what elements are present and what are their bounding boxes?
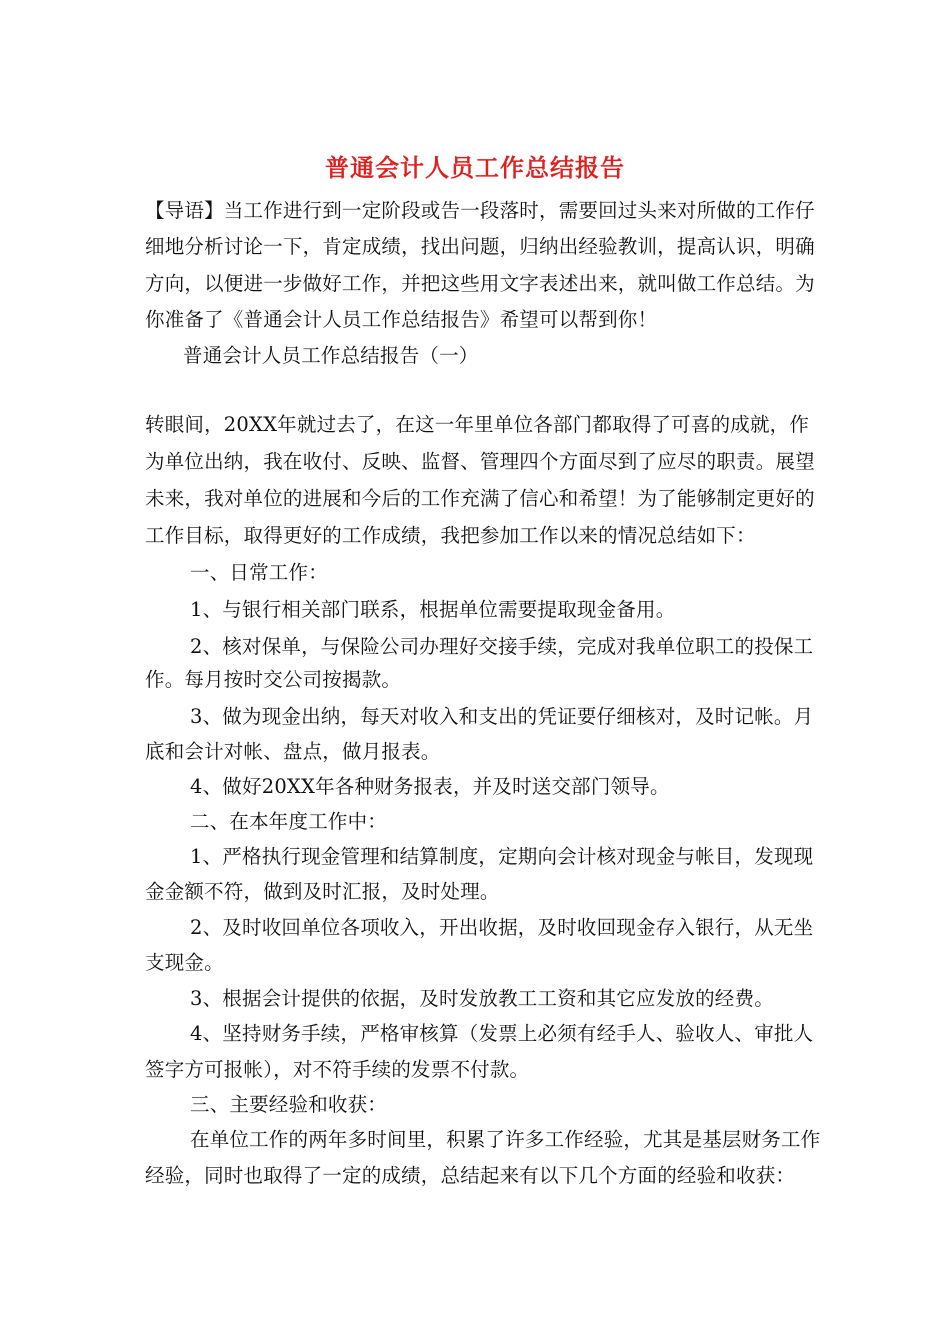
list-item: 1、与银行相关部门联系，根据单位需要提取现金备用。 (190, 598, 676, 621)
paragraph-line: 在单位工作的两年多时间里，积累了许多工作经验，尤其是基层财务工作 (190, 1128, 821, 1151)
list-item-continuation: 支现金。 (145, 951, 224, 974)
list-item: 4、做好20XX年各种财务报表，并及时送交部门领导。 (190, 775, 670, 798)
document-title: 普通会计人员工作总结报告 (325, 153, 625, 182)
paragraph-line: 未来，我对单位的进展和今后的工作充满了信心和希望！为了能够制定更好的 (145, 487, 815, 510)
subheading: 二、在本年度工作中： (190, 810, 388, 833)
subheading: 一、日常工作： (190, 561, 328, 584)
list-item-continuation: 金金额不符，做到及时汇报，及时处理。 (145, 880, 500, 903)
intro-line-3: 方向，以便进一步做好工作，并把这些用文字表述出来，就叫做工作总结。为 (145, 272, 815, 295)
paragraph-line: 经验，同时也取得了一定的成绩，总结起来有以下几个方面的经验和收获： (145, 1164, 796, 1187)
list-item: 3、做为现金出纳，每天对收入和支出的凭证要仔细核对，及时记帐。月 (190, 705, 814, 728)
paragraph-line: 工作目标，取得更好的工作成绩，我把参加工作以来的情况总结如下： (145, 524, 756, 547)
list-item: 4、坚持财务手续，严格审核算（发票上必须有经手人、验收人、审批人 (190, 1022, 814, 1045)
intro-line-1: 【导语】当工作进行到一定阶段或告一段落时，需要回过头来对所做的工作仔 (145, 199, 815, 222)
subheading: 三、主要经验和收获： (190, 1093, 388, 1116)
paragraph-line: 转眼间，20XX年就过去了，在这一年里单位各部门都取得了可喜的成就，作 (145, 413, 810, 436)
list-item: 2、及时收回单位各项收入，开出收据，及时收回现金存入银行，从无坐 (190, 916, 814, 939)
list-item: 3、根据会计提供的依据，及时发放教工工资和其它应发放的经费。 (190, 987, 774, 1010)
list-item: 1、严格执行现金管理和结算制度，定期向会计核对现金与帐目，发现现 (190, 845, 814, 868)
list-item-continuation: 底和会计对帐、盘点，做月报表。 (145, 740, 441, 763)
list-item-continuation: 签字方可报帐），对不符手续的发票不付款。 (145, 1058, 530, 1081)
paragraph-line: 为单位出纳，我在收付、反映、监督、管理四个方面尽到了应尽的职责。展望 (145, 450, 815, 473)
section-heading: 普通会计人员工作总结报告（一） (183, 344, 479, 367)
intro-line-4: 你准备了《普通会计人员工作总结报告》希望可以帮到你！ (145, 308, 658, 331)
list-item-continuation: 作。每月按时交公司按揭款。 (145, 668, 402, 691)
intro-line-2: 细地分析讨论一下，肯定成绩，找出问题，归纳出经验教训，提高认识，明确 (145, 235, 815, 258)
list-item: 2、核对保单，与保险公司办理好交接手续，完成对我单位职工的投保工 (190, 635, 814, 658)
